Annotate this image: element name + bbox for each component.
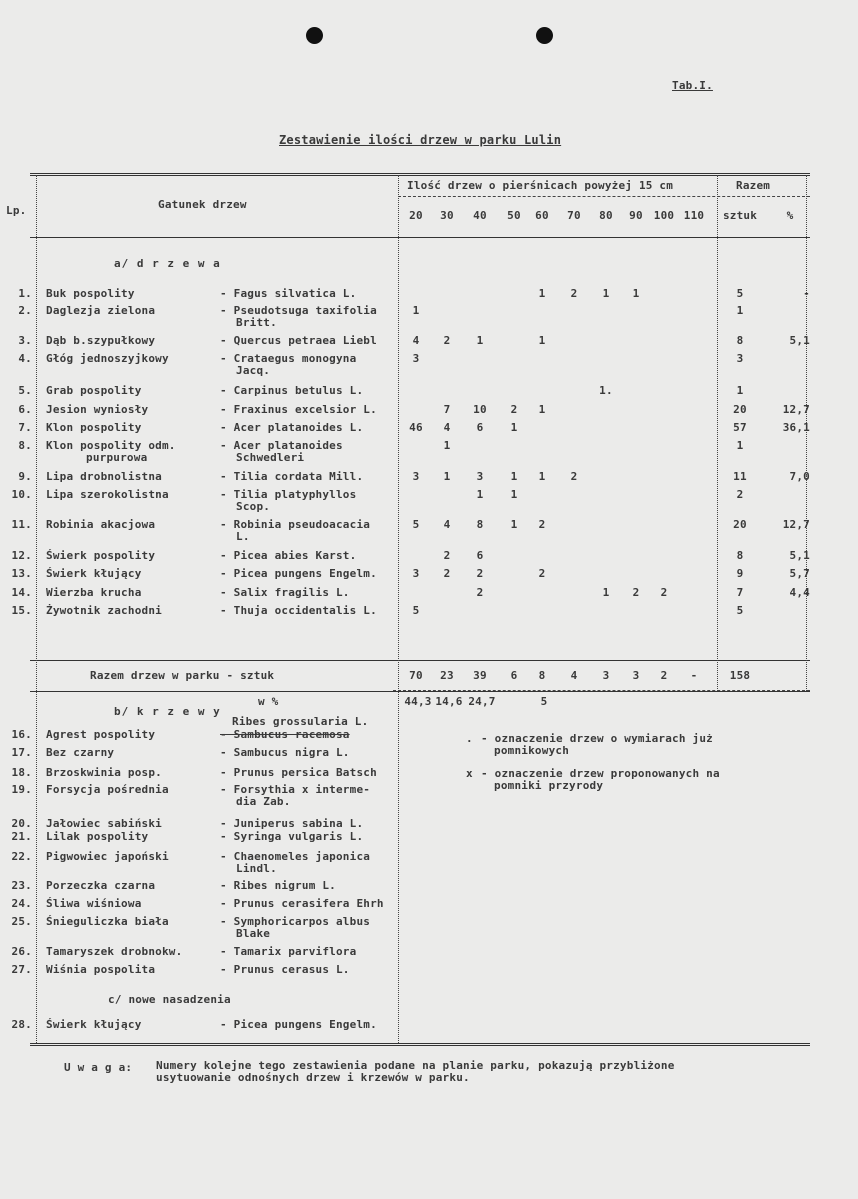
species-latin-name-cont: Lindl. (236, 862, 277, 875)
species-latin-name-cont: Schwedleri (236, 451, 305, 464)
legend-text: - oznaczenie drzew proponowanych na (481, 767, 720, 780)
species-polish-name: Klon pospolity odm. (46, 439, 176, 452)
species-latin-name: - Sambucus nigra L. (220, 746, 350, 759)
species-polish-name: Śliwa wiśniowa (46, 897, 142, 910)
total-count-cell: 8 (736, 334, 744, 347)
species-polish-name: Jesion wyniosły (46, 403, 149, 416)
species-polish-name: Wiśnia pospolita (46, 963, 156, 976)
species-latin-name: - Picea abies Karst. (220, 549, 357, 562)
row-number: 19. (11, 783, 32, 796)
header-size-70: 70 (567, 209, 581, 222)
total-count-cell: 1 (736, 439, 744, 452)
species-polish-name: Tamaryszek drobnokw. (46, 945, 183, 958)
row-number: 3. (18, 334, 32, 347)
count-cell: 4 (443, 421, 451, 434)
count-cell: 1 (476, 488, 484, 501)
species-polish-name: Pigwowiec japoński (46, 850, 169, 863)
header-size-60: 60 (535, 209, 549, 222)
species-polish-name: Jałowiec sabiński (46, 817, 162, 830)
count-cell: 5 (412, 518, 420, 531)
header-lp: Lp. (6, 204, 27, 217)
total-percent-cell: 12,7 (782, 403, 810, 416)
total-percent-cell: 4,4 (789, 586, 810, 599)
count-cell: 2 (538, 567, 546, 580)
species-polish-name: Świerk kłujący (46, 1018, 142, 1031)
document-title: Zestawienie ilości drzew w parku Lulin (279, 133, 562, 147)
header-size-100: 100 (653, 209, 675, 222)
species-latin-name: - Pseudotsuga taxifolia (220, 304, 377, 317)
species-polish-name: Daglezja zielona (46, 304, 156, 317)
count-cell: 1 (538, 287, 546, 300)
row-number: 5. (18, 384, 32, 397)
species-latin-name-cont: Scop. (236, 500, 271, 513)
count-cell: 1 (443, 470, 451, 483)
table-bottom-rule (30, 1043, 810, 1046)
species-latin-name: - Fagus silvatica L. (220, 287, 357, 300)
total-percent-cell: 5,7 (789, 567, 810, 580)
table-number: Tab.I. (672, 79, 713, 92)
totals-label: Razem drzew w parku - sztuk (90, 669, 275, 682)
count-cell: 1 (510, 488, 518, 501)
total-count-cell: 39 (473, 669, 487, 682)
species-latin-name: - Ribes nigrum L. (220, 879, 336, 892)
total-count-cell: 70 (409, 669, 423, 682)
total-count-cell: 20 (733, 403, 747, 416)
total-count-cell: 57 (733, 421, 747, 434)
row-number: 1. (18, 287, 32, 300)
row-number: 28. (11, 1018, 32, 1031)
total-count-cell: 4 (570, 669, 578, 682)
row-number: 24. (11, 897, 32, 910)
header-total-group: Razem (736, 179, 771, 192)
punch-hole-left (306, 27, 323, 44)
species-polish-name: Lipa drobnolistna (46, 470, 162, 483)
legend-text: - oznaczenie drzew o wymiarach już (481, 732, 713, 745)
species-polish-name: Dąb b.szypułkowy (46, 334, 156, 347)
total-count-cell: 2 (660, 669, 668, 682)
species-polish-name: Lilak pospolity (46, 830, 149, 843)
table-top-rule (30, 173, 810, 176)
count-cell: 1 (538, 403, 546, 416)
row-number: 8. (18, 439, 32, 452)
count-cell: 1 (476, 334, 484, 347)
count-cell: 2 (443, 567, 451, 580)
row-number: 4. (18, 352, 32, 365)
header-size-30: 30 (440, 209, 454, 222)
count-cell: 10 (473, 403, 487, 416)
species-latin-name: - Forsythia x interme- (220, 783, 371, 796)
totals-top-rule (30, 660, 810, 661)
header-size-90: 90 (629, 209, 643, 222)
total-count-cell: 8 (538, 669, 546, 682)
count-cell: 3 (412, 352, 420, 365)
header-total-0: sztuk (722, 209, 758, 222)
total-percent-cell: 5 (540, 695, 548, 708)
total-percent-cell: 14,6 (435, 695, 463, 708)
header-total-1: % (786, 209, 794, 222)
species-polish-name: Żywotnik zachodni (46, 604, 162, 617)
header-bottom-rule (30, 237, 810, 238)
row-number: 10. (11, 488, 32, 501)
total-count-cell: 5 (736, 287, 744, 300)
count-cell: 4 (443, 518, 451, 531)
count-cell: 8 (476, 518, 484, 531)
species-polish-name: Klon pospolity (46, 421, 142, 434)
legend-text-cont: pomnikowych (494, 744, 570, 757)
row-number: 2. (18, 304, 32, 317)
total-count-cell: 1 (736, 304, 744, 317)
species-latin-name: - Picea pungens Engelm. (220, 567, 377, 580)
species-polish-name: Świerk kłujący (46, 567, 142, 580)
count-cell: 1 (510, 421, 518, 434)
total-count-cell: 2 (736, 488, 744, 501)
total-count-cell: - (690, 669, 698, 682)
species-latin-name: - Thuja occidentalis L. (220, 604, 377, 617)
species-polish-name: Forsycja pośrednia (46, 783, 169, 796)
row-number: 14. (11, 586, 32, 599)
row-number: 23. (11, 879, 32, 892)
header-size-50: 50 (507, 209, 521, 222)
species-latin-name: - Tamarix parviflora (220, 945, 357, 958)
count-cell: 4 (412, 334, 420, 347)
species-latin-name: - Quercus petraea Liebl (220, 334, 377, 347)
count-cell: 3 (412, 470, 420, 483)
total-count-cell: 3 (632, 669, 640, 682)
species-polish-name: Śnieguliczka biała (46, 915, 169, 928)
species-latin-name: Ribes grossularia L. (232, 715, 369, 728)
species-latin-name: - Prunus cerasifera Ehrh (220, 897, 384, 910)
total-count-cell: 23 (440, 669, 454, 682)
row-number: 27. (11, 963, 32, 976)
row-number: 11. (11, 518, 32, 531)
row-number: 9. (18, 470, 32, 483)
row-number: 22. (11, 850, 32, 863)
total-count-cell: 20 (733, 518, 747, 531)
species-latin-name: - Syringa vulgaris L. (220, 830, 364, 843)
section-b-heading: b/ k r z e w y (114, 705, 221, 718)
header-size-40: 40 (473, 209, 487, 222)
total-count-cell: 3 (602, 669, 610, 682)
count-cell: 1 (510, 470, 518, 483)
total-percent-cell: 24,7 (468, 695, 496, 708)
species-polish-name: Buk pospolity (46, 287, 135, 300)
species-latin-name-struck: - Sambucus racemosa (220, 728, 350, 741)
total-count-cell: 3 (736, 352, 744, 365)
count-cell: 2 (476, 586, 484, 599)
row-number: 26. (11, 945, 32, 958)
count-cell: 2 (538, 518, 546, 531)
grand-total-cell: 158 (729, 669, 751, 682)
count-cell: 2 (570, 287, 578, 300)
row-number: 21. (11, 830, 32, 843)
count-cell: 1 (602, 287, 610, 300)
species-latin-name: - Picea pungens Engelm. (220, 1018, 377, 1031)
legend-marker: x (466, 767, 473, 780)
row-number: 16. (11, 728, 32, 741)
note-line-1: Numery kolejne tego zestawienia podane na planie parku, pokazują przybliżone (156, 1059, 675, 1072)
species-latin-name-cont: dia Zab. (236, 795, 291, 808)
species-latin-name: - Fraxinus excelsior L. (220, 403, 377, 416)
species-polish-name: Robinia akacjowa (46, 518, 156, 531)
species-polish-name: Porzeczka czarna (46, 879, 156, 892)
row-number: 7. (18, 421, 32, 434)
count-cell: 3 (412, 567, 420, 580)
count-cell: 1 (412, 304, 420, 317)
count-cell: 46 (409, 421, 423, 434)
species-polish-name: Wierzba krucha (46, 586, 142, 599)
row-number: 17. (11, 746, 32, 759)
count-cell: 7 (443, 403, 451, 416)
species-latin-name: - Crataegus monogyna (220, 352, 357, 365)
note-label: U w a g a: (64, 1061, 133, 1074)
total-count-cell: 6 (510, 669, 518, 682)
header-size-80: 80 (599, 209, 613, 222)
section-c-heading: c/ nowe nasadzenia (108, 993, 231, 1006)
species-latin-name-cont: Jacq. (236, 364, 271, 377)
total-count-cell: 1 (736, 384, 744, 397)
total-percent-cell: - (803, 287, 810, 300)
totals-bottom-rule (30, 691, 810, 692)
species-latin-name: - Acer platanoides (220, 439, 343, 452)
species-polish-name: Grab pospolity (46, 384, 142, 397)
total-count-cell: 5 (736, 604, 744, 617)
total-percent-cell: 5,1 (789, 549, 810, 562)
row-number: 15. (11, 604, 32, 617)
total-percent-cell: 36,1 (782, 421, 810, 434)
species-polish-name: Bez czarny (46, 746, 115, 759)
header-species: Gatunek drzew (158, 198, 247, 211)
species-latin-name: - Acer platanoides L. (220, 421, 364, 434)
total-count-cell: 9 (736, 567, 744, 580)
lp-column-divider (36, 175, 37, 1043)
count-cell: 2 (476, 567, 484, 580)
legend-marker: . (466, 732, 473, 745)
total-percent-cell: 44,3 (404, 695, 432, 708)
total-percent-cell: 5,1 (789, 334, 810, 347)
species-latin-name-cont: Blake (236, 927, 271, 940)
count-cell: 2 (510, 403, 518, 416)
species-latin-name: - Tilia cordata Mill. (220, 470, 364, 483)
species-latin-name-cont: L. (236, 530, 250, 543)
count-cell: 5 (412, 604, 420, 617)
totals-pct-label: w % (258, 695, 279, 708)
species-polish-name: Agrest pospolity (46, 728, 156, 741)
punch-hole-right (536, 27, 553, 44)
note-line-2: usytuowanie odnośnych drzew i krzewów w parku. (156, 1071, 470, 1084)
species-polish-name: Brzoskwinia posp. (46, 766, 162, 779)
row-number: 25. (11, 915, 32, 928)
count-cell: 2 (443, 334, 451, 347)
species-column-divider (398, 175, 399, 1043)
species-latin-name: - Robinia pseudoacacia (220, 518, 371, 531)
count-cell: 1 (510, 518, 518, 531)
count-cell: 2 (443, 549, 451, 562)
count-cell: 1 (602, 586, 610, 599)
total-count-cell: 11 (733, 470, 747, 483)
species-latin-name: - Carpinus betulus L. (220, 384, 364, 397)
total-percent-cell: 12,7 (782, 518, 810, 531)
species-latin-name: - Salix fragilis L. (220, 586, 350, 599)
species-latin-name: - Prunus cerasus L. (220, 963, 350, 976)
legend-text-cont: pomniki przyrody (494, 779, 604, 792)
count-cell: 6 (476, 549, 484, 562)
row-number: 20. (11, 817, 32, 830)
species-latin-name: - Prunus persica Batsch (220, 766, 377, 779)
species-polish-name: Świerk pospolity (46, 549, 156, 562)
row-number: 13. (11, 567, 32, 580)
species-latin-name-cont: Britt. (236, 316, 277, 329)
count-cell: 1 (538, 334, 546, 347)
species-latin-name: - Tilia platyphyllos (220, 488, 357, 501)
count-cell: 2 (632, 586, 640, 599)
count-cell: 3 (476, 470, 484, 483)
count-cell: 1. (599, 384, 613, 397)
row-number: 18. (11, 766, 32, 779)
count-cell: 1 (538, 470, 546, 483)
species-latin-name: - Chaenomeles japonica (220, 850, 371, 863)
species-latin-name: - Symphoricarpos albus (220, 915, 371, 928)
species-latin-name: - Juniperus sabina L. (220, 817, 364, 830)
section-a-heading: a/ d r z e w a (114, 257, 221, 270)
total-percent-cell: 7,0 (789, 470, 810, 483)
header-size-110: 110 (683, 209, 705, 222)
species-polish-name: Lipa szerokolistna (46, 488, 169, 501)
count-cell: 1 (443, 439, 451, 452)
count-cell: 1 (632, 287, 640, 300)
row-number: 6. (18, 403, 32, 416)
header-size-20: 20 (409, 209, 423, 222)
header-counts-group: Ilość drzew o pierśnicach powyżej 15 cm (407, 179, 674, 192)
total-count-cell: 7 (736, 586, 744, 599)
count-cell: 2 (660, 586, 668, 599)
count-cell: 6 (476, 421, 484, 434)
total-count-cell: 8 (736, 549, 744, 562)
row-number: 12. (11, 549, 32, 562)
species-polish-name: Głóg jednoszyjkowy (46, 352, 169, 365)
header-sub-rule (398, 196, 810, 197)
count-cell: 2 (570, 470, 578, 483)
total-column-divider (717, 175, 718, 691)
species-polish-name-cont: purpurowa (86, 451, 148, 464)
